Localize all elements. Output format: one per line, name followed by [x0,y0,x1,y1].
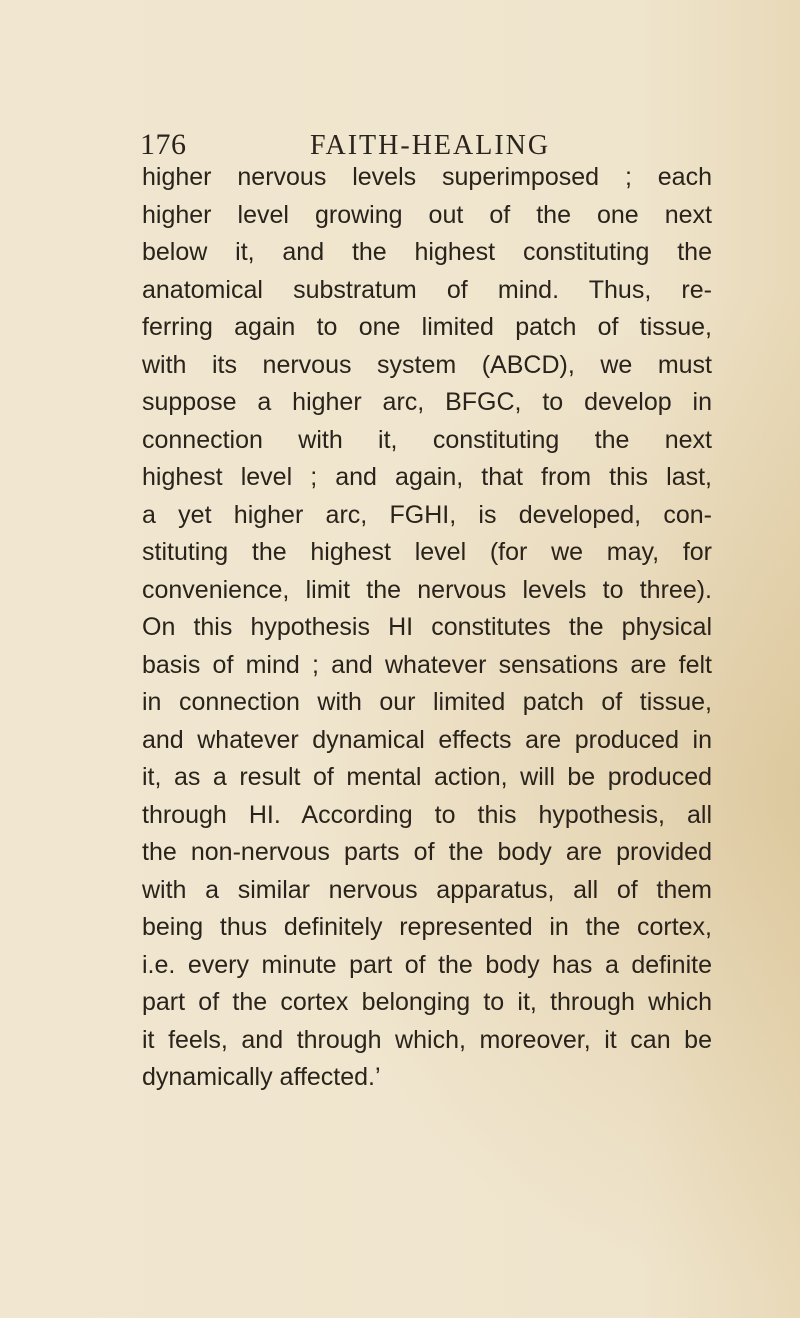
text-line: a yet higher arc, FGHI, is developed, con- [142,500,712,529]
text-line: basis of mind ; and whatever sensations are felt [142,650,712,679]
text-line: highest level ; and again, that from this last, [142,463,712,491]
text-line: suppose a higher arc, BFGC, to develop in [142,388,712,416]
text-line: connection with it, constituting the next [142,425,712,454]
text-line: being thus definitely represented in the cortex, [142,913,712,941]
page-number: 176 [140,128,187,161]
text-line: in connection with our limited patch of tissue, [142,688,712,716]
text-line: anatomical substratum of mind. Thus, re- [142,275,712,304]
text-line: and whatever dynamical effects are produced in [142,725,712,754]
text-line: higher level growing out of the one next [142,200,712,229]
text-line: higher nervous levels superimposed ; each [142,163,712,191]
text-line: the non-nervous parts of the body are provided [142,838,712,866]
text-line: part of the cortex belonging to it, through which [142,988,712,1016]
text-line: i.e. every minute part of the body has a definite [142,950,712,979]
text-line: ferring again to one limited patch of tissue, [142,313,712,341]
text-line: it feels, and through which, moreover, it can be [142,1025,712,1054]
text-line: with a similar nervous apparatus, all of them [142,875,712,904]
text-line: dynamically affected.’ [142,1063,381,1091]
text-line: through HI. According to this hypothesis, all [142,800,712,829]
text-line: it, as a result of mental action, will be produced [142,763,712,791]
body-paragraph [142,159,712,1097]
text-line: stituting the highest level (for we may, for [142,538,712,566]
text-line: convenience, limit the nervous levels to three). [142,575,712,604]
running-head: FAITH-HEALING [310,130,551,161]
text-line: On this hypothesis HI constitutes the physical [142,613,712,641]
text-line: with its nervous system (ABCD), we must [142,350,712,379]
text-line: below it, and the highest constituting the [142,238,712,266]
